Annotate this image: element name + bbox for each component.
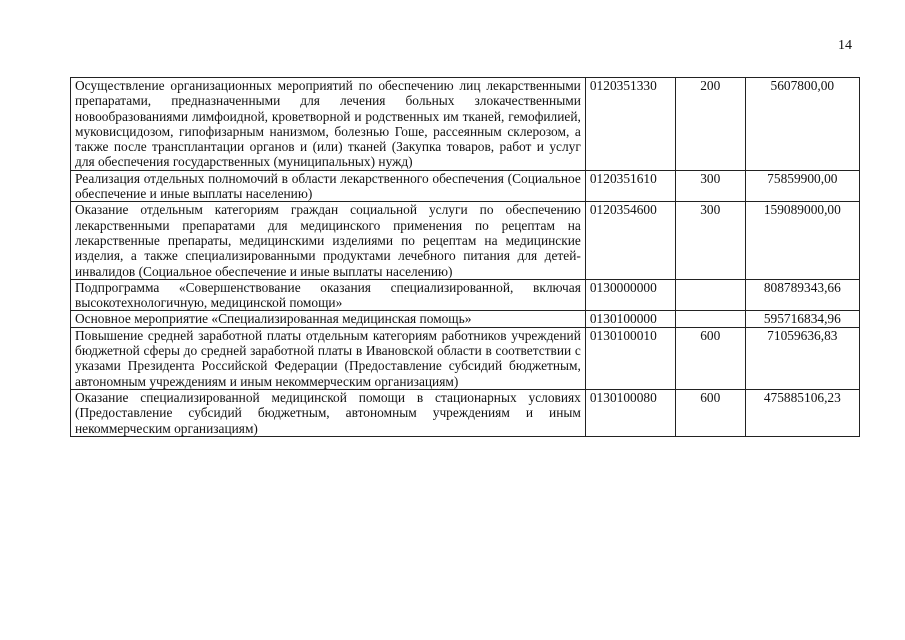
row-expense-type-cell <box>675 311 745 327</box>
table-row <box>71 389 860 436</box>
row-amount-cell: 595716834,96 <box>745 311 859 327</box>
row-name-cell: Повышение средней заработной платы отдельным категориям работников учреждений бюджетной сферы до средней заработной платы в Ивановской области в соответствии с указами Президента Российской Федерации (Предоставление субсидий бюджетным, автономным учреждениям и иным некоммерческим организациям) <box>71 327 586 389</box>
table-row <box>71 78 860 171</box>
row-code-cell: 0120351610 <box>585 170 675 202</box>
row-code-cell: 0130100080 <box>585 389 675 436</box>
row-amount-cell: 159089000,00 <box>745 202 859 279</box>
row-code-cell: 0130100000 <box>585 311 675 327</box>
row-amount-cell: 71059636,83 <box>745 327 859 389</box>
row-code-cell: 0130000000 <box>585 279 675 311</box>
row-expense-type-cell: 600 <box>675 389 745 436</box>
table-row <box>71 311 860 327</box>
table-row <box>71 170 860 202</box>
row-code-cell: 0120351330 <box>585 78 675 171</box>
row-name-cell: Реализация отдельных полномочий в области лекарственного обеспечения (Социальное обеспечение и иные выплаты населению) <box>71 170 586 202</box>
row-name-cell: Подпрограмма «Совершенствование оказания специализированной, включая высокотехнологичную, медицинской помощи» <box>71 279 586 311</box>
row-name-cell: Основное мероприятие «Специализированная медицинская помощь» <box>71 311 586 327</box>
row-expense-type-cell: 300 <box>675 170 745 202</box>
row-expense-type-cell: 300 <box>675 202 745 279</box>
row-code-cell: 0130100010 <box>585 327 675 389</box>
row-expense-type-cell <box>675 279 745 311</box>
row-expense-type-cell: 600 <box>675 327 745 389</box>
table-row <box>71 327 860 389</box>
row-expense-type-cell: 200 <box>675 78 745 171</box>
table-row <box>71 279 860 311</box>
row-name-cell: Оказание отдельным категориям граждан социальной услуги по обеспечению лекарственными препаратами для медицинского применения по рецептам на лекарственные препараты, медицинскими изделиями по рецептам на медицинские изделия, а также специализированными продуктами лечебного питания для детей-инвалидов (Социальное обеспечение и иные выплаты населению) <box>71 202 586 279</box>
row-code-cell: 0120354600 <box>585 202 675 279</box>
row-amount-cell: 808789343,66 <box>745 279 859 311</box>
table-row <box>71 202 860 279</box>
row-amount-cell: 475885106,23 <box>745 389 859 436</box>
budget-table <box>70 77 860 437</box>
row-name-cell: Осуществление организационных мероприятий по обеспечению лиц лекарственными препаратами, предназначенными для лечения больных злокачественными новообразованиями лимфоидной, кроветворной и родственных им тканей, гемофилией, муковисцидозом, гипофизарным нанизмом, болезнью Гоше, рассеянным склерозом, а также после трансплантации органов и (или) тканей (Закупка товаров, работ и услуг для обеспечения государственных (муниципальных) нужд) <box>71 78 586 171</box>
row-amount-cell: 5607800,00 <box>745 78 859 171</box>
row-name-cell: Оказание специализированной медицинской помощи в стационарных условиях (Предоставление субсидий бюджетным, автономным учреждениям и иным некоммерческим организациям) <box>71 389 586 436</box>
row-amount-cell: 75859900,00 <box>745 170 859 202</box>
page-number: 14 <box>838 38 852 53</box>
